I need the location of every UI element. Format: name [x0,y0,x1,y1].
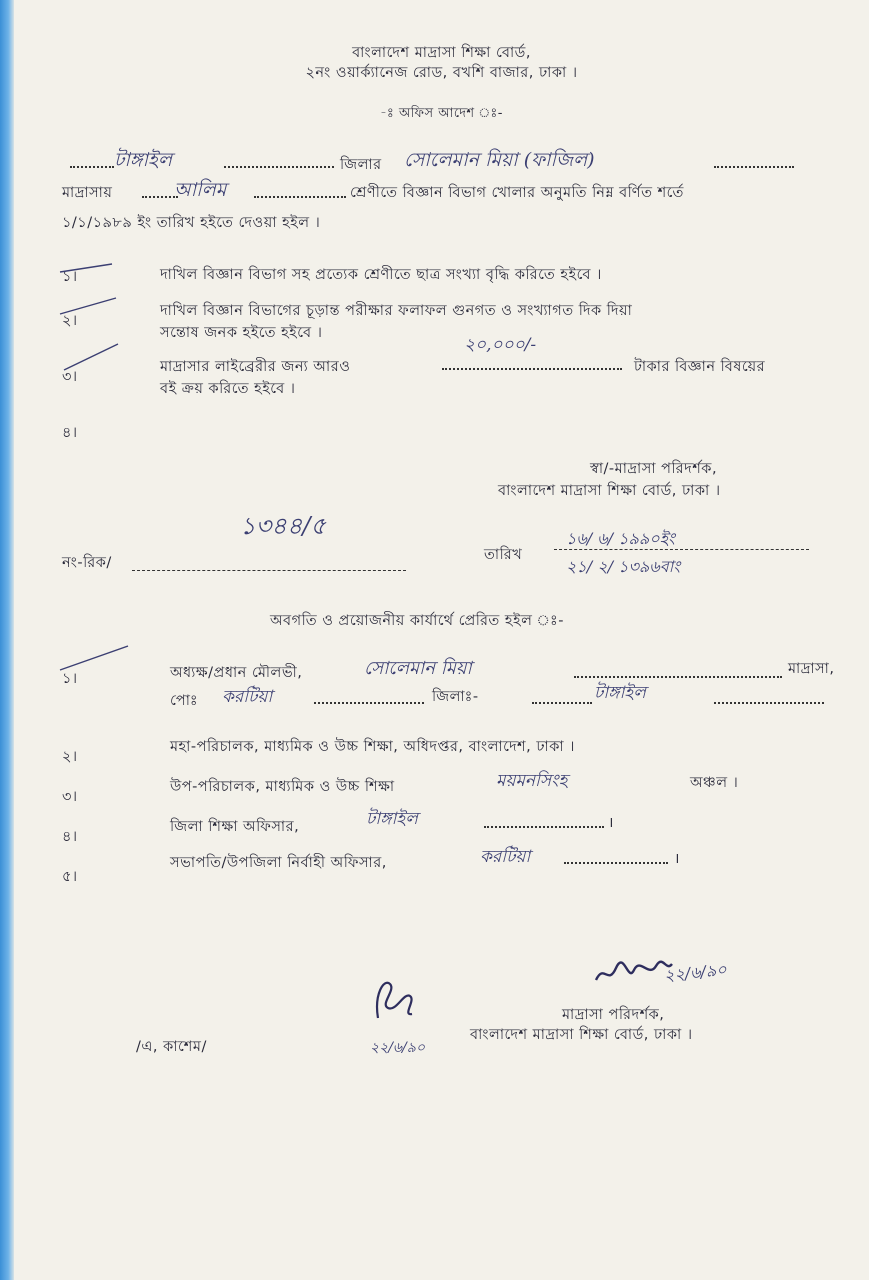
fill-dots [532,702,592,704]
handwritten-post: করটিয়া [222,687,273,707]
handwritten-madrasa: সোলেমান মিয়া (ফাজিল) [404,149,595,171]
date-dash-line [554,549,809,550]
handwritten-district: টাঙ্গাইল [366,809,418,829]
fill-dots [714,702,824,704]
footer-left-name: /এ, কাশেম/ [136,1039,207,1055]
recipient-number: ৪। [62,829,78,845]
madrasa-label: মাদ্রাসায় [62,185,113,201]
handwritten-madrasa-name: সোলেমান মিয়া [364,658,472,679]
fill-dots [314,702,424,704]
fill-dots [442,368,622,370]
page-edge-blue [0,0,14,1280]
recipient-text-end: । [674,851,680,867]
condition-text: দাখিল বিজ্ঞান বিভাগের চূড়ান্ত পরীক্ষার ফলাফল গুনগত ও সংখ্যাগত দিক দিয়া [160,303,633,319]
post-label: পোঃ [170,693,199,709]
ref-dash-line [132,570,406,571]
intro-date-text: ১/১/১৯৮৯ ইং তারিখ হইতে দেওয়া হইল । [62,215,321,231]
recipient-number: ১। [62,671,78,687]
condition-number: ৪। [62,425,78,441]
fill-dots [564,862,668,864]
handwritten-sign-date: ২২/৬/৯০ [663,959,728,986]
forward-title: অবগতি ও প্রয়োজনীয় কার্যার্থে প্রেরিত হইল ঃ- [270,613,564,629]
handwritten-amount: ২০,০০০/- [464,335,537,355]
fill-dots [70,166,114,168]
handwritten-upazila: করটিয়া [480,847,531,867]
footer-role: মাদ্রাসা পরিদর্শক, [562,1007,665,1023]
signature-scribble [594,958,674,988]
handwritten-ref-number: ১৩৪৪/৫ [240,512,326,540]
fill-dots [254,196,346,198]
district-label: জিলাঃ- [432,689,479,705]
district-label: জিলার [340,157,382,173]
fill-dots [224,166,334,168]
condition-number: ১। [62,269,78,285]
recipient-text-end: । [608,815,614,831]
tick-marks [54,258,124,388]
handwritten-initial-date: ২২/৬/৯০ [370,1040,425,1056]
board-name: বাংলাদেশ মাদ্রাসা শিক্ষা বোর্ড, [352,45,531,61]
handwritten-date-english: ১৬/ ৬/ ১৯৯০ইং [566,529,675,548]
document-page [14,0,869,1280]
recipient-number: ২। [62,749,78,765]
recipient-text: উপ-পরিচালক, মাধ্যমিক ও উচ্চ শিক্ষা [170,779,395,795]
recipient-text: অধ্যক্ষ/প্রধান মৌলভী, [170,665,303,681]
handwritten-date-bangla: ২১/ ২/ ১৩৯৬বাং [566,557,681,576]
recipient-text: জিলা শিক্ষা অফিসার, [170,819,300,835]
signature-title: স্বা/-মাদ্রাসা পরিদর্শক, [590,461,718,477]
fill-dots [714,166,794,168]
handwritten-district: টাঙ্গাইল [114,149,173,171]
condition-text: মাদ্রাসার লাইব্রেরীর জন্য আরও [160,359,351,375]
recipient-text: সভাপতি/উপজিলা নির্বাহী অফিসার, [170,855,387,871]
recipient-text: মহা-পরিচালক, মাধ্যমিক ও উচ্চ শিক্ষা, অধিদপ্তর, বাংলাদেশ, ঢাকা । [170,739,575,755]
intro-grade-text: শ্রেণীতে বিজ্ঞান বিভাগ খোলার অনুমতি নিম্ন বর্ণিত শর্তে [350,185,684,201]
board-address: ২নং ওয়ার্ক্যানেজ রোড, বখশি বাজার, ঢাকা । [305,65,578,81]
tick-mark [54,640,134,680]
signature-org: বাংলাদেশ মাদ্রাসা শিক্ষা বোর্ড, ঢাকা । [498,483,721,499]
recipient-text-end: মাদ্রাসা, [788,661,835,677]
handwritten-region: ময়মনসিংহ [496,771,568,791]
recipient-number: ৫। [62,869,78,885]
order-title: -ঃ অফিস আদেশ ঃ- [380,106,503,121]
recipient-number: ৩। [62,789,78,805]
ref-date-label: তারিখ [484,547,523,563]
condition-number: ২। [62,313,78,329]
handwritten-grade: আলিম [174,179,227,201]
recipient-text-end: অঞ্চল । [690,775,739,791]
initial-signature [366,974,426,1024]
condition-text: সন্তোষ জনক হইতে হইবে । [160,325,323,341]
condition-text: দাখিল বিজ্ঞান বিভাগ সহ প্রত্যেক শ্রেণীতে ছাত্র সংখ্যা বৃদ্ধি করিতে হইবে । [160,267,602,283]
ref-no-label: নং-রিক/ [62,555,112,571]
condition-text: বই ক্রয় করিতে হইবে । [160,381,296,397]
condition-text: টাকার বিজ্ঞান বিষয়ের [634,359,766,375]
footer-org: বাংলাদেশ মাদ্রাসা শিক্ষা বোর্ড, ঢাকা । [470,1027,693,1043]
fill-dots [484,826,604,828]
condition-number: ৩। [62,369,78,385]
fill-dots [142,196,178,198]
handwritten-district: টাঙ্গাইল [594,683,646,703]
fill-dots [574,676,782,678]
